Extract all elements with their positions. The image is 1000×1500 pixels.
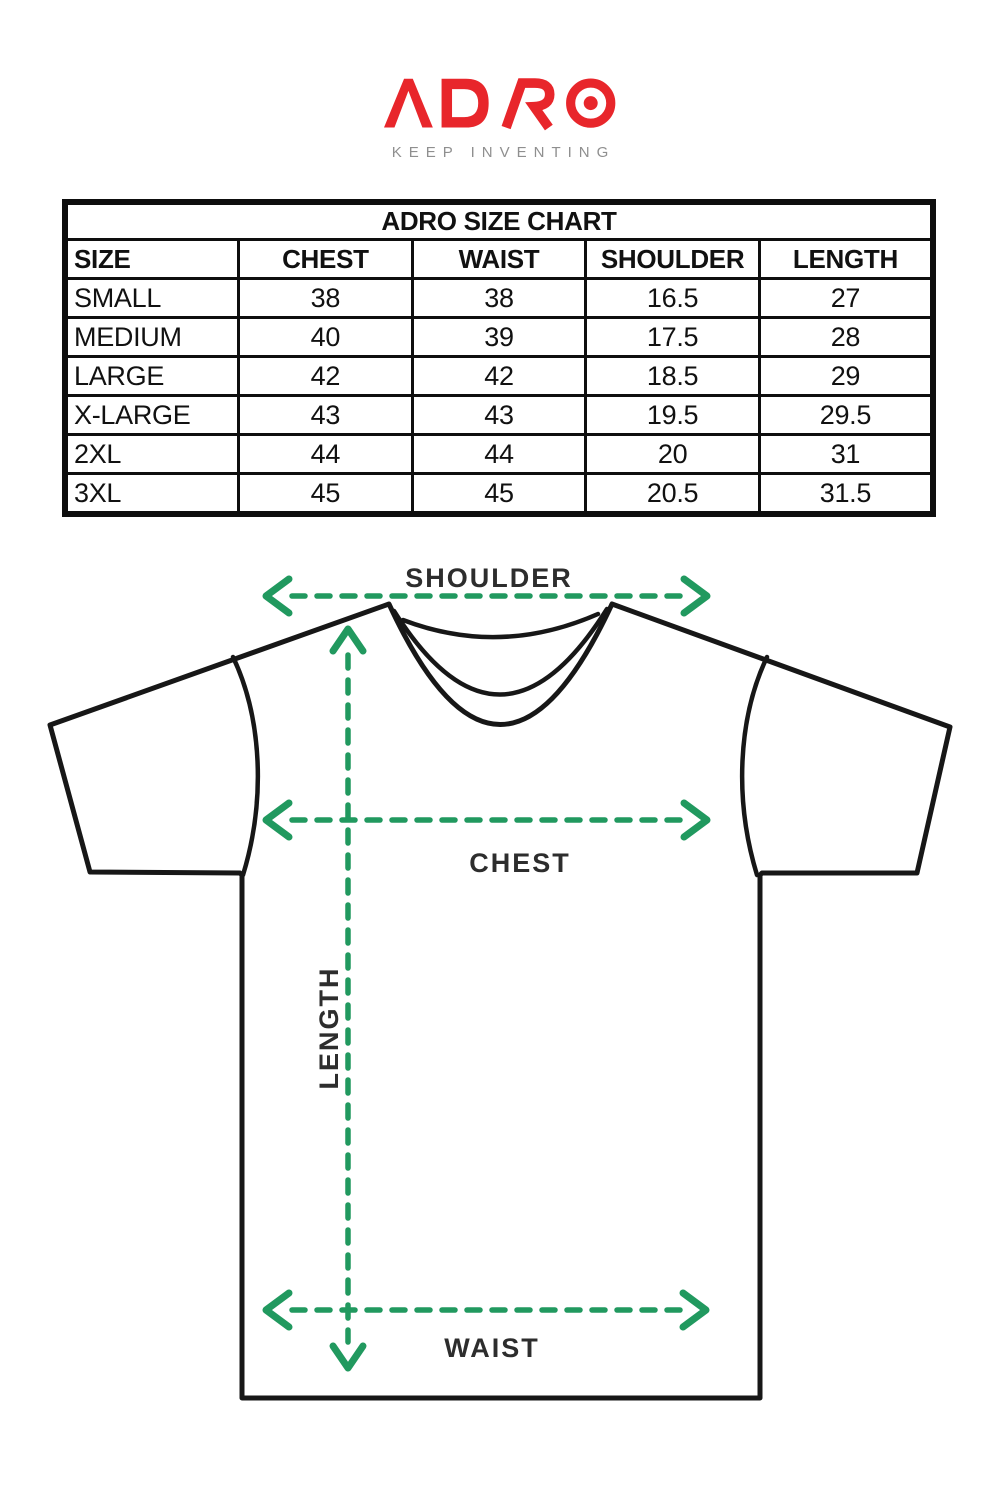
- length-value: 31: [759, 435, 933, 474]
- brand-tagline: KEEP INVENTING: [391, 144, 616, 161]
- chest-label: CHEST: [469, 848, 571, 878]
- logo-letter-d: [442, 79, 489, 128]
- table-row: [65, 279, 933, 318]
- brand-header: [0, 76, 1000, 161]
- waist-value: 39: [412, 318, 586, 357]
- chest-value: 42: [239, 357, 413, 396]
- table-row: [65, 435, 933, 474]
- waist-value: 44: [412, 435, 586, 474]
- tshirt-diagram: [0, 550, 1000, 1500]
- size-label: 2XL: [65, 435, 239, 474]
- column-header-size: SIZE: [65, 240, 239, 279]
- waist-value: 42: [412, 357, 586, 396]
- logo-letter-o: [571, 83, 611, 123]
- table-title-row: [65, 202, 933, 240]
- column-header-shoulder: SHOULDER: [586, 240, 760, 279]
- logo-letter-a: [384, 79, 433, 128]
- table-row: [65, 318, 933, 357]
- size-label: SMALL: [65, 279, 239, 318]
- size-chart-title: ADRO SIZE CHART: [65, 202, 933, 240]
- size-label: X-LARGE: [65, 396, 239, 435]
- length-value: 29: [759, 357, 933, 396]
- column-header-chest: CHEST: [239, 240, 413, 279]
- column-header-waist: WAIST: [412, 240, 586, 279]
- shoulder-arrowhead-right: [684, 579, 707, 613]
- tshirt-outline: [50, 604, 950, 1398]
- shoulder-value: 20: [586, 435, 760, 474]
- shoulder-arrowhead-left: [266, 579, 289, 613]
- size-chart-table: [62, 199, 936, 517]
- size-label: 3XL: [65, 474, 239, 515]
- length-label: LENGTH: [314, 966, 344, 1090]
- chest-value: 40: [239, 318, 413, 357]
- waist-value: 43: [412, 396, 586, 435]
- size-label: LARGE: [65, 357, 239, 396]
- chest-value: 44: [239, 435, 413, 474]
- table-row: [65, 357, 933, 396]
- shoulder-value: 20.5: [586, 474, 760, 515]
- chest-value: 43: [239, 396, 413, 435]
- waist-value: 38: [412, 279, 586, 318]
- collar-back-seam: [403, 614, 598, 637]
- column-header-length: LENGTH: [759, 240, 933, 279]
- logo-letter-r: [506, 83, 550, 127]
- length-value: 31.5: [759, 474, 933, 515]
- length-value: 27: [759, 279, 933, 318]
- chest-value: 38: [239, 279, 413, 318]
- table-row: [65, 474, 933, 515]
- size-label: MEDIUM: [65, 318, 239, 357]
- waist-value: 45: [412, 474, 586, 515]
- shoulder-value: 17.5: [586, 318, 760, 357]
- table-header-row: [65, 240, 933, 279]
- shoulder-label: SHOULDER: [405, 563, 573, 593]
- shoulder-value: 18.5: [586, 357, 760, 396]
- shoulder-value: 16.5: [586, 279, 760, 318]
- waist-label: WAIST: [444, 1333, 540, 1363]
- length-value: 28: [759, 318, 933, 357]
- table-row: [65, 396, 933, 435]
- chest-value: 45: [239, 474, 413, 515]
- adro-logo: [384, 76, 616, 132]
- shoulder-value: 19.5: [586, 396, 760, 435]
- length-value: 29.5: [759, 396, 933, 435]
- tshirt-body: [50, 604, 950, 1398]
